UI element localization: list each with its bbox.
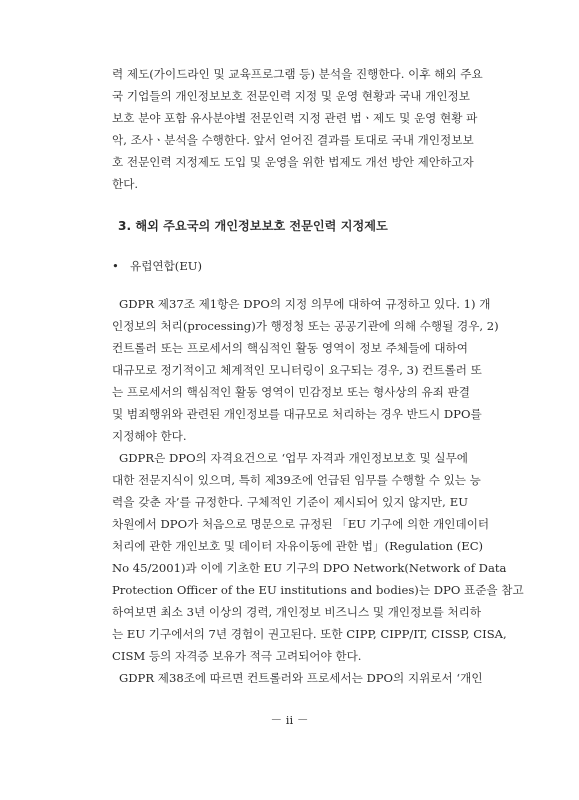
text-line: 는 프로세서의 핵심적인 활동 영역이 민감정보 또는 형사상의 유죄 판결 [112, 385, 470, 399]
text-line: GDPR 제37조 제1항은 DPO의 지정 의무에 대하여 규정하고 있다. 1) 개 [119, 297, 491, 311]
text-line: 력을 갖춘 자’를 규정한다. 구체적인 기준이 제시되어 있지 않지만, EU [112, 495, 468, 509]
text-line: CISM 등의 자격증 보유가 적극 고려되어야 한다. [112, 649, 362, 663]
text-line: 국 기업들의 개인정보보호 전문인력 지정 및 운영 현황과 국내 개인정보 [112, 89, 470, 103]
text-line: 지정해야 한다. [112, 429, 187, 443]
text-line: 및 범죄행위와 관련된 개인정보를 대규모로 처리하는 경우 반드시 DPO를 [112, 407, 482, 421]
page-number: － ii － [270, 713, 309, 727]
text-line: 한다. [112, 177, 139, 191]
text-line: 호 전문인력 지정제도 도입 및 운영을 위한 법제도 개선 방안 제안하고자 [112, 155, 474, 169]
text-line: 차원에서 DPO가 처음으로 명문으로 규정된 「EU 기구에 의한 개인데이터 [112, 517, 490, 531]
text-line: 력 제도(가이드라인 및 교육프로그램 등) 분석을 진행한다. 이후 해외 주요 [112, 67, 483, 81]
text-line: GDPR 제38조에 따르면 컨트롤러와 프로세서는 DPO의 지위로서 ‘개인 [119, 671, 483, 685]
text-line: Protection Officer of the EU institutions and bodies)는 DPO 표준을 참고 [112, 583, 524, 597]
text-line: 컨트롤러 또는 프로세서의 핵심적인 활동 영역이 정보 주체들에 대하여 [112, 341, 468, 355]
text-line: 보호 분야 포함 유사분야별 전문인력 지정 관련 법ㆍ제도 및 운영 현황 파 [112, 111, 478, 125]
text-line: 악, 조사ㆍ분석을 수행한다. 앞서 얻어진 결과를 토대로 국내 개인정보보 [112, 133, 474, 147]
text-line: 인정보의 처리(processing)가 행정청 또는 공공기관에 의해 수행될 경우, 2) [112, 319, 499, 333]
text-line: 하여보면 최소 3년 이상의 경력, 개인정보 비즈니스 및 개인정보를 처리하 [112, 605, 482, 619]
text-line: 대한 전문지식이 있으며, 특히 제39조에 언급된 임무를 수행할 수 있는 능 [112, 473, 481, 487]
bullet-item [112, 258, 202, 274]
text-line: No 45/2001)과 이에 기초한 EU 기구의 DPO Network(Network of Data [112, 561, 507, 575]
bullet-marker: • [112, 259, 119, 273]
text-line: 처리에 관한 개인보호 및 데이터 자유이동에 관한 법」(Regulation (EC) [112, 539, 484, 553]
text-line: GDPR은 DPO의 자격요건으로 ‘업무 자격과 개인정보보호 및 실무에 [119, 451, 468, 465]
text-line: 대규모로 정기적이고 체계적인 모니터링이 요구되는 경우, 3) 컨트롤러 또 [112, 363, 482, 377]
text-line: 는 EU 기구에서의 7년 경험이 권고된다. 또한 CIPP, CIPP/IT, CISSP, CISA, [112, 627, 507, 641]
bullet-text: 유럽연합(EU) [130, 259, 203, 273]
section-heading: 3. 해외 주요국의 개인정보보호 전문인력 지정제도 [118, 219, 388, 233]
